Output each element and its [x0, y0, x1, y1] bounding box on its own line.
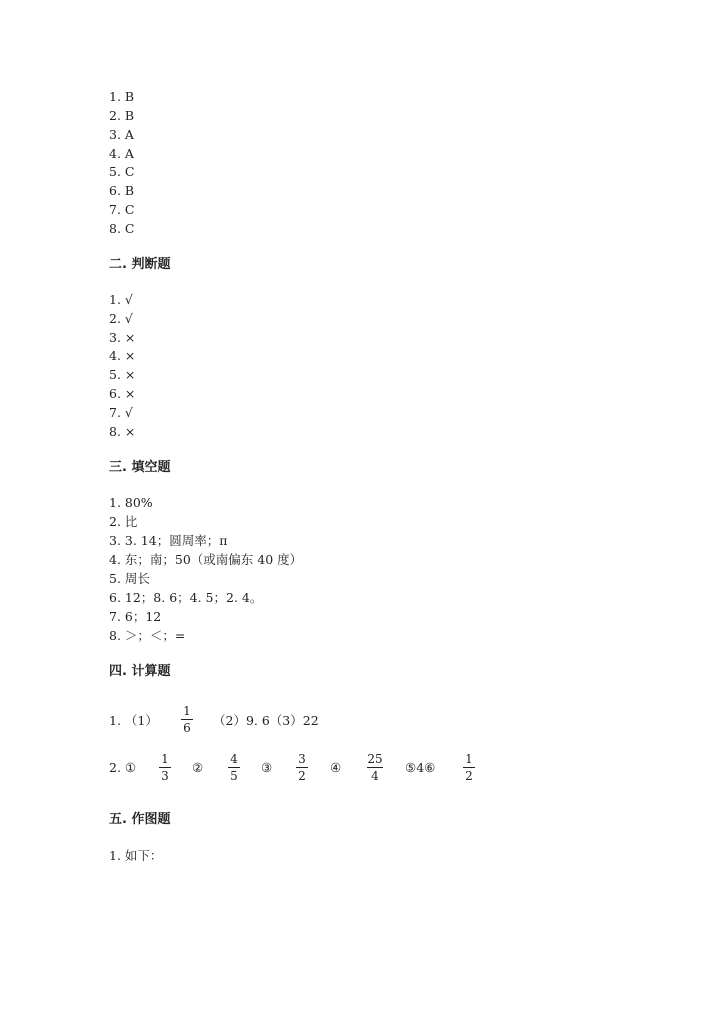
calc-answer-1	[109, 704, 509, 736]
choice-answer-3: 3. A	[109, 127, 134, 142]
choice-answer-5: 5. C	[109, 164, 135, 179]
judgement-answer-7: 7. √	[109, 405, 133, 420]
circled-number-3: ③	[261, 760, 273, 775]
fraction-numerator: 3	[298, 752, 306, 766]
fraction-denominator: 2	[465, 769, 473, 783]
fraction-denominator: 3	[161, 769, 169, 783]
calc-1-suffix: （2）9. 6（3）22	[213, 713, 319, 728]
judgement-answer-1: 1. √	[109, 292, 133, 307]
fraction-4-5	[222, 752, 246, 783]
fraction-3-2	[290, 752, 314, 783]
judgement-answer-5: 5. ×	[109, 367, 136, 382]
fraction-denominator: 5	[230, 769, 238, 783]
fraction-1-3	[153, 752, 177, 783]
choice-answer-1: 1. B	[109, 89, 135, 104]
section-heading-fill-blank: 三. 填空题	[109, 460, 171, 475]
fraction-numerator: 1	[183, 704, 191, 718]
judgement-answer-4: 4. ×	[109, 348, 136, 363]
fill-answer-3: 3. 3. 14；圆周率；π	[109, 533, 228, 548]
fraction-numerator: 25	[367, 752, 383, 766]
fill-answer-1: 1. 80%	[109, 495, 153, 510]
choice-answer-8: 8. C	[109, 221, 135, 236]
choice-answer-2: 2. B	[109, 108, 135, 123]
section-heading-calculation: 四. 计算题	[109, 664, 171, 679]
calc-answer-2	[109, 752, 509, 784]
section-heading-drawing: 五. 作图题	[109, 812, 171, 827]
calc-1-prefix: 1. （1）	[109, 713, 158, 728]
fraction-numerator: 4	[230, 752, 238, 766]
judgement-answer-8: 8. ×	[109, 424, 136, 439]
circled-number-5-6: ⑤4⑥	[405, 760, 436, 775]
fraction-denominator: 2	[298, 769, 306, 783]
fraction-1-2	[457, 752, 481, 783]
judgement-answer-2: 2. √	[109, 311, 133, 326]
fraction-25-4	[363, 752, 387, 783]
circled-number-2: ②	[192, 760, 204, 775]
choice-answer-6: 6. B	[109, 183, 135, 198]
choice-answer-4: 4. A	[109, 146, 134, 161]
fraction-denominator: 4	[371, 769, 379, 783]
fill-answer-2: 2. 比	[109, 514, 138, 529]
fill-answer-5: 5. 周长	[109, 571, 150, 586]
fill-answer-4: 4. 东；南；50（或南偏东 40 度）	[109, 552, 303, 567]
choice-answer-7: 7. C	[109, 202, 135, 217]
section-heading-judgement: 二. 判断题	[109, 257, 171, 272]
calc-2-prefix: 2. ①	[109, 760, 137, 775]
fraction-numerator: 1	[161, 752, 169, 766]
fill-answer-7: 7. 6；12	[109, 609, 162, 624]
circled-number-4: ④	[330, 760, 342, 775]
fraction-numerator: 1	[465, 752, 473, 766]
fraction-1-6	[175, 704, 199, 735]
fraction-denominator: 6	[183, 721, 191, 735]
drawing-answer-1: 1. 如下：	[109, 848, 163, 863]
judgement-answer-6: 6. ×	[109, 386, 136, 401]
judgement-answer-3: 3. ×	[109, 330, 136, 345]
fill-answer-8: 8. ＞；＜；=	[109, 628, 186, 643]
fill-answer-6: 6. 12；8. 6；4. 5；2. 4。	[109, 590, 263, 605]
